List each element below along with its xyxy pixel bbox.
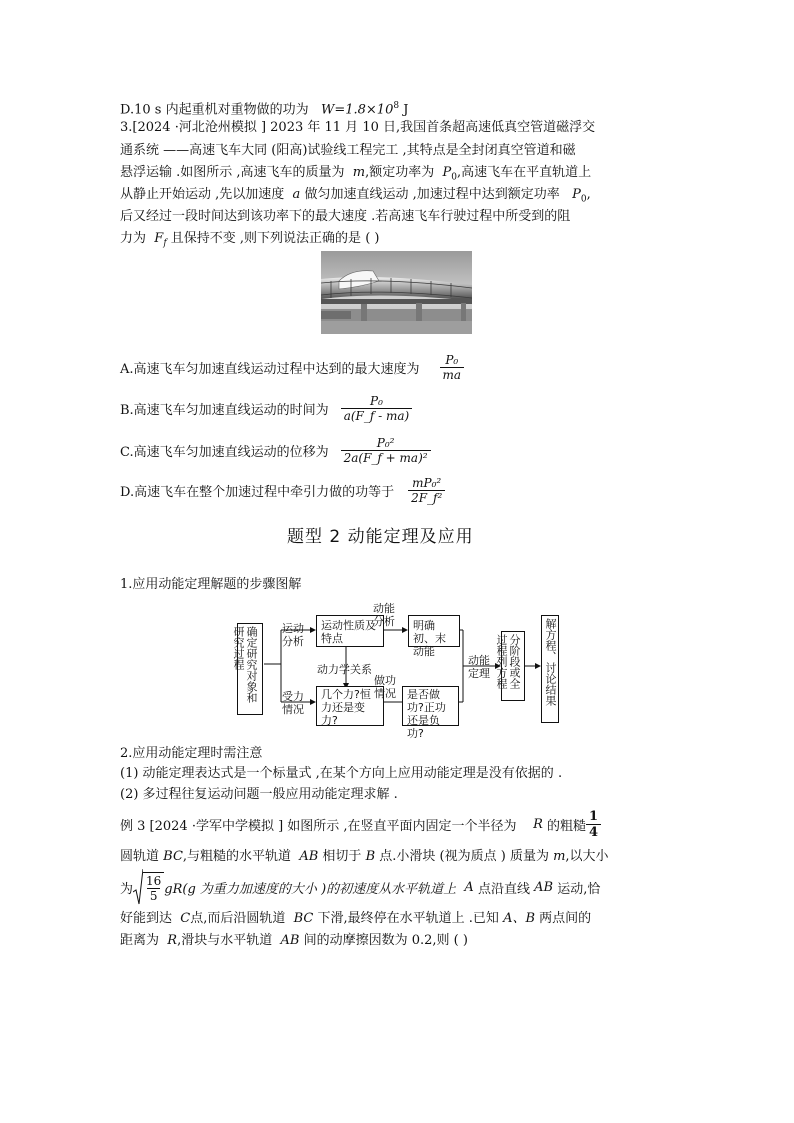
option-text: D.10 s 内起重机对重物做的功为	[120, 102, 309, 118]
flowchart	[232, 601, 559, 740]
section-title: 题型 2 动能定理及应用	[287, 527, 474, 547]
option-text: C.高速飞车匀加速直线运动的位移为	[120, 444, 329, 460]
flow-motion-box: 运动性质及特点	[316, 615, 384, 647]
var-m: m	[352, 165, 366, 180]
numerator: P₀²	[376, 435, 395, 450]
denominator: 2a(F_f + ma)²	[341, 450, 431, 465]
text: ,	[586, 187, 591, 202]
ex3-line-5	[120, 930, 468, 951]
q3-line-6: 力为 $F_f$ 且保持不变 ,则下列说法正确的是 ( )	[120, 231, 380, 249]
fraction	[408, 476, 445, 505]
text: 做匀加速直线运动 ,加速过程中达到额定功率	[304, 187, 560, 202]
flow-ke-label: 动能分析	[373, 602, 395, 628]
text: ,高速飞车在平直轨道上	[457, 165, 592, 180]
q3-line-5: 后又经过一段时间达到该功率下的最大速度 .若高速飞车行驶过程中所受到的阻	[120, 209, 571, 224]
numerator: P₀	[370, 393, 383, 408]
var-r: R	[533, 816, 543, 832]
text: 两点间的	[539, 911, 592, 926]
fraction-quarter	[586, 809, 601, 840]
text: ,滑块与水平轨道	[177, 933, 273, 948]
ex3-line-4	[120, 908, 591, 929]
option-text: B.高速飞车匀加速直线运动的时间为	[120, 402, 329, 418]
fraction	[440, 353, 465, 382]
flow-start-box: 确定研究对象和研究过程	[237, 623, 263, 715]
var-r: R	[167, 933, 178, 948]
denominator: a(F_f - ma)	[341, 408, 413, 423]
maglev-photo	[321, 251, 472, 334]
text: 下滑,最终停在水平轨道上 .已知	[317, 911, 499, 926]
text: 例 3 [2024 ·学军中学模拟 ] 如图所示 ,在竖直平面内固定一个半径为	[120, 818, 517, 834]
ex3-line-2	[120, 846, 609, 867]
var-bc: BC	[293, 911, 314, 926]
numerator: 16	[146, 873, 162, 888]
fraction-16-5	[143, 874, 164, 903]
formula: W=1.8×10	[320, 102, 394, 118]
numerator: 1	[589, 808, 599, 824]
q3-line-4: 从静止开始运动 ,先以加速度 a 做匀加速直线运动 ,加速过程中达到额定功率 $P_0$,	[120, 187, 591, 205]
q3-option-a	[120, 350, 464, 384]
sqrt-sign	[133, 868, 143, 906]
fraction	[341, 394, 413, 423]
var-a: A	[464, 879, 474, 895]
numerator: P₀	[445, 352, 459, 367]
var-b: B	[365, 849, 376, 864]
text: 力为	[120, 231, 147, 246]
flow-work-label: 做功情况	[374, 674, 396, 700]
numerator: mP₀²	[412, 475, 442, 490]
text: 悬浮运输 .如图所示 ,高速飞车的质量为	[120, 165, 345, 180]
var-p: P	[572, 187, 581, 202]
text: 好能到达	[120, 911, 173, 926]
text: 的粗糙	[547, 818, 587, 834]
text: gR(g 为重力加速度的大小 )的初速度从水平轨道上	[164, 881, 457, 897]
option-text: A.高速飞车匀加速直线运动过程中达到的最大速度为	[120, 361, 420, 377]
flow-ke-box: 明确初、末动能	[408, 615, 460, 647]
denominator: 4	[586, 824, 601, 840]
var-ab: AB	[534, 879, 554, 895]
option-text: D.高速飞车在整个加速过程中牵引力做的功等于	[120, 484, 395, 500]
flow-motion-label: 运动分析	[282, 622, 304, 648]
flow-stage-box: 分阶段或全过程列方程	[501, 631, 525, 701]
text: 点沿直线	[477, 881, 530, 897]
text: 相切于	[322, 849, 362, 864]
var-a: a	[292, 187, 301, 202]
text: 圆轨道	[120, 849, 160, 864]
point-1-heading: 1.应用动能定理解题的步骤图解	[120, 577, 302, 592]
text: ,额定功率为	[365, 165, 435, 180]
q3-option-d	[120, 470, 445, 510]
flow-solve-box: 解方程、讨论结果	[541, 615, 559, 723]
denominator: 5	[147, 888, 161, 903]
text: 从静止开始运动 ,先以加速度	[120, 187, 285, 202]
text: 为	[120, 881, 134, 897]
fraction	[341, 436, 431, 465]
var-f: F	[154, 231, 164, 246]
note-2: (2) 多过程往复运动问题一般应用动能定理求解 .	[120, 787, 398, 802]
var-p: P	[442, 165, 452, 180]
flow-dynamics-label: 动力学关系	[317, 663, 372, 676]
denominator: 2F_f²	[408, 490, 445, 505]
var-m: m	[553, 849, 566, 864]
unit: J	[399, 102, 409, 118]
q3-option-c	[120, 430, 431, 470]
q3-line-1: 3.[2024 ·河北沧州模拟 ] 2023 年 11 月 10 日,我国首条超高速低真空管道磁浮交	[120, 120, 596, 135]
q3-line-2: 通系统 ——高速飞车大同 (阳高)试验线工程完工 ,其特点是全封闭真空管道和磁	[120, 143, 576, 158]
q3-option-b	[120, 390, 412, 426]
exponent: 8	[393, 101, 400, 111]
flow-theorem-label: 动能定理	[468, 654, 490, 680]
var-ab: A、B	[503, 911, 536, 926]
note-1: (1) 动能定理表达式是一个标量式 ,在某个方向上应用动能定理是没有依据的 .	[120, 766, 563, 781]
flow-force-box: 几个力?恒力还是变力?	[316, 686, 384, 726]
var-ab: AB	[280, 933, 300, 948]
text: 点,而后沿圆轨道	[190, 911, 286, 926]
text: ,以大小	[565, 849, 609, 864]
text: 距离为	[120, 933, 160, 948]
var-bc: BC	[163, 849, 183, 864]
flow-work-box: 是否做功?正功还是负功?	[402, 686, 459, 726]
text: 运动,恰	[557, 881, 601, 897]
text: 间的动摩擦因数为 0.2,则 ( )	[303, 933, 468, 948]
ex3-line-3	[120, 866, 600, 908]
ex3-line-1	[120, 806, 601, 842]
q3-line-3: 悬浮运输 .如图所示 ,高速飞车的质量为 m,额定功率为 $P_0$,高速飞车在平直轨道上	[120, 165, 592, 183]
var-c: C	[180, 911, 191, 926]
flow-force-label: 受力情况	[282, 690, 304, 716]
text: 且保持不变 ,则下列说法正确的是 ( )	[170, 231, 380, 246]
var-ab: AB	[299, 849, 319, 864]
point-2-heading: 2.应用动能定理时需注意	[120, 746, 263, 761]
denominator: ma	[440, 367, 465, 382]
sqrt-expression	[133, 868, 164, 906]
text: ,与粗糙的水平轨道	[182, 849, 292, 864]
text: 点.小滑块 (视为质点 ) 质量为	[379, 849, 549, 864]
